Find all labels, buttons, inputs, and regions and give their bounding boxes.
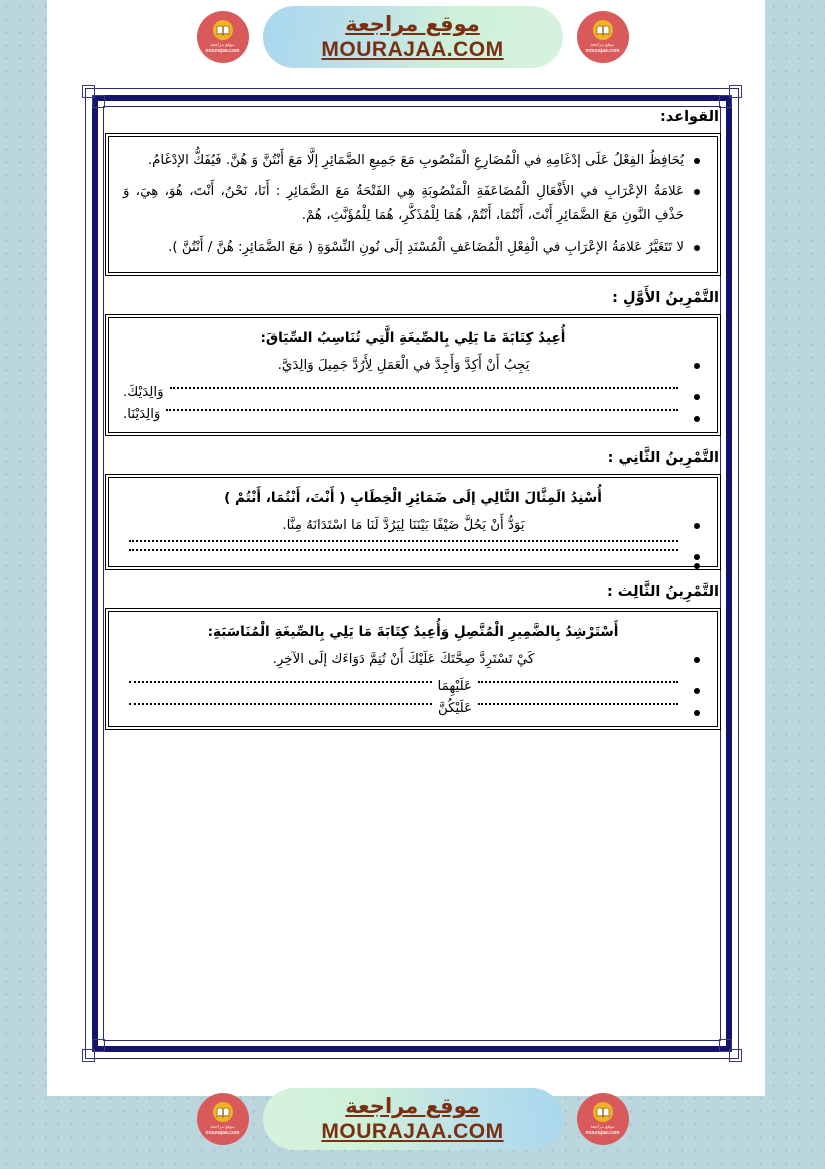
brand-logo-left: [577, 11, 629, 63]
answer-line-blank-left[interactable]: [129, 681, 432, 683]
brand-logo-left: [577, 1093, 629, 1145]
answer-line-blank-right[interactable]: [478, 703, 678, 705]
list-item[interactable]: [123, 407, 703, 422]
rule-text-1: يُحَافِظُ الفِعْلُ عَلَى إدْغَامِهِ في الْمُضَارِعِ الْمَنْصُوبِ مَعَ جَمِيعِ الضَّمَائِرِ إلَّا مَعَ أَنْتُنَّ وَ هُنَّ. فَيُفَكُّ الإدْغَامُ.: [147, 152, 684, 168]
answer-line-blank[interactable]: [170, 387, 678, 389]
exercise-1-title: التَّمْرِينُ الأَوَّلِ :: [612, 290, 719, 307]
brand-domain-title: MOURAJAA.COM: [321, 1119, 504, 1143]
list-item: [123, 149, 703, 173]
exercise-3-title: التَّمْرِينُ الثَّالِث :: [606, 584, 719, 601]
list-item[interactable]: [123, 554, 703, 556]
answer-line-blank[interactable]: [129, 540, 678, 542]
list-item: [123, 354, 703, 378]
list-item[interactable]: [123, 679, 703, 694]
rule-text-2: عَلامَةُ الإعْرَابِ في الأَفْعَالِ الْمُضَاعَفَةِ الْمَنْصُوبَةِ هِي الفَتْحَةُ مَعَ الضَّمَائِرِ : أَنَا، نَحْنُ، أَنْتَ، هُوَ، هِيَ، وَ حَذْفِ النَّونِ مَعَ الضَّمَائِرِ أَنْتَ، أَنْتُمَا، أَنْتُمْ، هُمَا لِلْمُذَكَّرِ، هُمَا لِلْمُؤَنَّثِ، هُمْ.: [123, 183, 684, 224]
exercise-3-example: كَيْ تَسْتَرِدَّ صِحَّتَكَ عَلَيْكَ أَنْ تُتِمَّ دَوَاءَك إلَى الآخِرِ.: [272, 651, 535, 667]
logo-domain-label: mourajaa.com: [205, 47, 240, 54]
list-item: [123, 514, 703, 538]
brand-arabic-title: موقع مراجعة: [345, 12, 480, 37]
list-item[interactable]: [123, 385, 703, 400]
logo-domain-label: mourajaa.com: [585, 1129, 620, 1136]
exercise-2-example: يَوَدُّ أَنْ يَحُلَّ ضَيْفًا بَيْنَنَا لِيَرُدَّ لَنَا مَا اسْتَدَانَهُ مِنَّا.: [282, 517, 525, 533]
answer-line-blank[interactable]: [166, 409, 678, 411]
exercise-1-instruction: أُعِيدُ كِتَابَةَ مَا يَلِي بِالصِّيغَةِ الَّتِي تُنَاسِبُ السِّيَاقَ:: [260, 329, 566, 346]
exercise-3-instruction: أَسْتَرْشِدُ بِالضَّمِيرِ الْمُتَّصِلِ وَأُعِيدُ كِتَابَةَ مَا يَلِي بِالصِّيغَةِ الْمُنَاسَبَةِ:: [207, 623, 619, 640]
rules-box: [105, 133, 721, 277]
answer-line-blank-right[interactable]: [478, 681, 678, 683]
frame-corner-top-left-inner: [92, 95, 105, 108]
open-book-icon: [213, 20, 233, 40]
rules-list: [123, 149, 703, 261]
list-item[interactable]: [123, 545, 703, 547]
list-item: [123, 236, 703, 260]
open-book-icon: [593, 1102, 613, 1122]
logo-arabic-label: موقع مراجعة: [590, 42, 615, 48]
brand-logo-left-text: [586, 1124, 620, 1136]
frame-corner-top-right-inner: [719, 95, 732, 108]
list-item[interactable]: [123, 701, 703, 716]
answer-line-blank-left[interactable]: [129, 703, 432, 705]
brand-logo-right: [197, 1093, 249, 1145]
logo-domain-label: mourajaa.com: [205, 1129, 240, 1136]
logo-arabic-label: موقع مراجعة: [590, 1124, 615, 1130]
brand-logo-right: [197, 11, 249, 63]
exercise-3-box: [105, 608, 721, 731]
open-book-icon: [213, 1102, 233, 1122]
brand-logo-right-text: [206, 1124, 240, 1136]
brand-logo-right-text: [206, 42, 240, 54]
answer-prompt-2: عَلَيْكُنَّ: [437, 701, 472, 717]
brand-logo-left-text: [586, 42, 620, 54]
footer-brand-bar: [0, 1084, 825, 1154]
answer-prompt-1: عَلَيْهِمَا: [437, 679, 472, 695]
worksheet-content: [105, 108, 721, 732]
brand-pill-header[interactable]: [263, 6, 563, 68]
brand-pill-footer[interactable]: [263, 1088, 563, 1150]
list-item: [123, 648, 703, 672]
logo-domain-label: mourajaa.com: [585, 47, 620, 54]
exercise-1-box: [105, 314, 721, 437]
exercise-1-list: [123, 354, 703, 422]
rule-text-3: لا تَتَغَيَّرُ عَلامَةُ الإعْرَابِ في الْفِعْلِ الْمُضَاعَفِ الْمُسْنَدِ إلَى نُونِ النِّسْوَةِ ( مَعَ الضَّمَائِرِ: هُنَّ / أَنْتُنَّ ).: [168, 239, 684, 255]
answer-prompt-2: وَالِدَيْنَا.: [123, 407, 161, 423]
logo-arabic-label: موقع مراجعة: [210, 42, 235, 48]
exercise-2-instruction: أُسْنِدُ الَمِثَّالَ التَّالِي إلَى ضَمَائِرِ الْخِطَابِ ( أَنْتَ، أَنْتُمَا، أَنْتُمْ ): [224, 489, 602, 506]
exercise-3-list: [123, 648, 703, 716]
list-item: [123, 180, 703, 229]
exercise-1-example: يَجِبُ أَنْ أَكِدَّ وَأَجِدَّ في الْعَمَلِ لِأَرُدَّ جَمِيلَ وَالِدَيَّ.: [277, 357, 530, 373]
exercise-2-box: [105, 474, 721, 571]
answer-line-blank[interactable]: [129, 549, 678, 551]
open-book-icon: [593, 20, 613, 40]
frame-corner-bottom-right-inner: [719, 1039, 732, 1052]
header-brand-bar: [0, 2, 825, 72]
logo-arabic-label: موقع مراجعة: [210, 1124, 235, 1130]
brand-arabic-title: موقع مراجعة: [345, 1094, 480, 1119]
brand-domain-title: MOURAJAA.COM: [321, 37, 504, 61]
answer-prompt-1: وَالِدَيْكَ.: [123, 385, 164, 401]
rules-title: القواعد:: [660, 109, 719, 125]
frame-corner-bottom-left-inner: [92, 1039, 105, 1052]
exercise-2-list: [123, 514, 703, 556]
exercise-2-title: التَّمْرِينُ الثَّانِي :: [607, 450, 719, 467]
